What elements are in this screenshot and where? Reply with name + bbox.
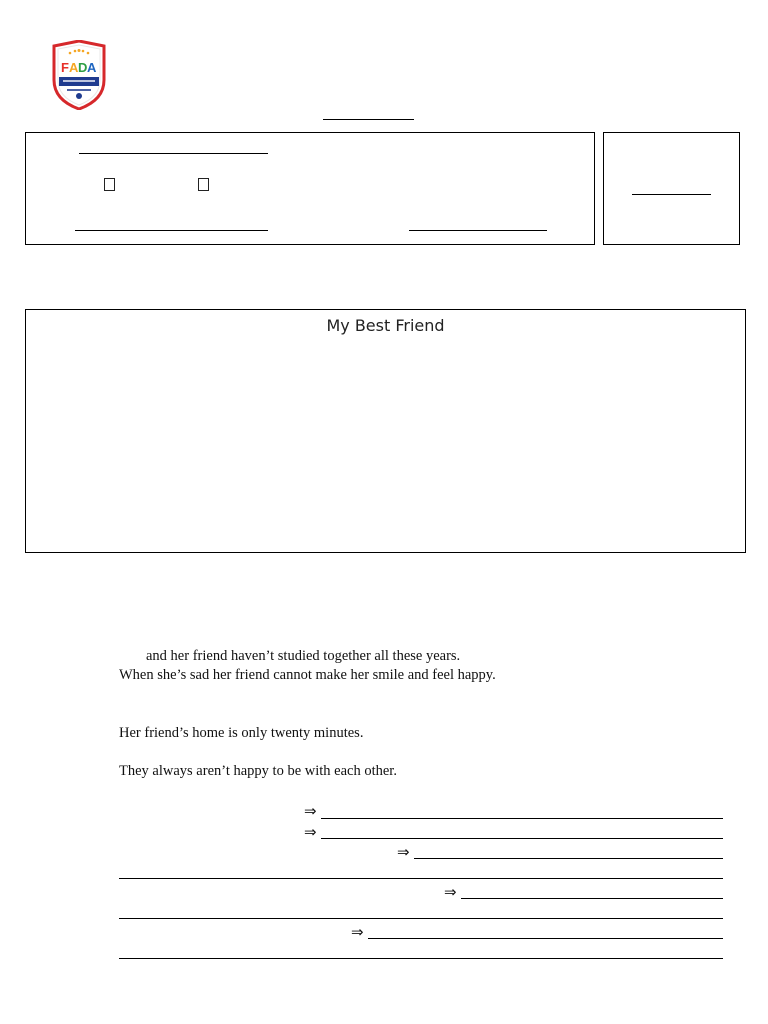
answer-line-3[interactable] — [414, 858, 723, 859]
answer-line-1[interactable] — [321, 818, 723, 819]
answer-line-7[interactable] — [368, 938, 723, 939]
arrow-icon: ⇒ — [444, 883, 457, 901]
story-box — [25, 309, 746, 553]
story-title: My Best Friend — [326, 316, 445, 335]
score-box — [603, 132, 740, 245]
answer-line-8[interactable] — [119, 958, 723, 959]
svg-text:D: D — [78, 60, 88, 75]
arrow-icon: ⇒ — [351, 923, 364, 941]
svg-text:A: A — [69, 60, 79, 75]
answer-line-2[interactable] — [321, 838, 723, 839]
arrow-icon: ⇒ — [304, 823, 317, 841]
answer-line-5[interactable] — [461, 898, 723, 899]
answer-line-6[interactable] — [119, 918, 723, 919]
score-blank-line[interactable] — [632, 194, 711, 195]
svg-text:A: A — [87, 60, 97, 75]
header-title-line — [323, 119, 414, 120]
name-blank-line[interactable] — [79, 153, 268, 154]
svg-text:F: F — [61, 60, 69, 75]
gender-checkbox-2[interactable] — [198, 178, 209, 191]
gender-checkbox-1[interactable] — [104, 178, 115, 191]
date-blank-line[interactable] — [409, 230, 547, 231]
arrow-icon: ⇒ — [304, 802, 317, 820]
sentence-4: They always aren’t happy to be with each other. — [119, 763, 397, 779]
arrow-icon: ⇒ — [397, 843, 410, 861]
school-logo — [50, 40, 108, 110]
answer-line-4[interactable] — [119, 878, 723, 879]
student-info-box — [25, 132, 595, 245]
sentence-1: and her friend haven’t studied together all these years. — [146, 648, 461, 664]
sentence-3: Her friend’s home is only twenty minutes. — [119, 725, 364, 741]
sentence-2: When she’s sad her friend cannot make her smile and feel happy. — [119, 667, 496, 683]
class-blank-line[interactable] — [75, 230, 268, 231]
